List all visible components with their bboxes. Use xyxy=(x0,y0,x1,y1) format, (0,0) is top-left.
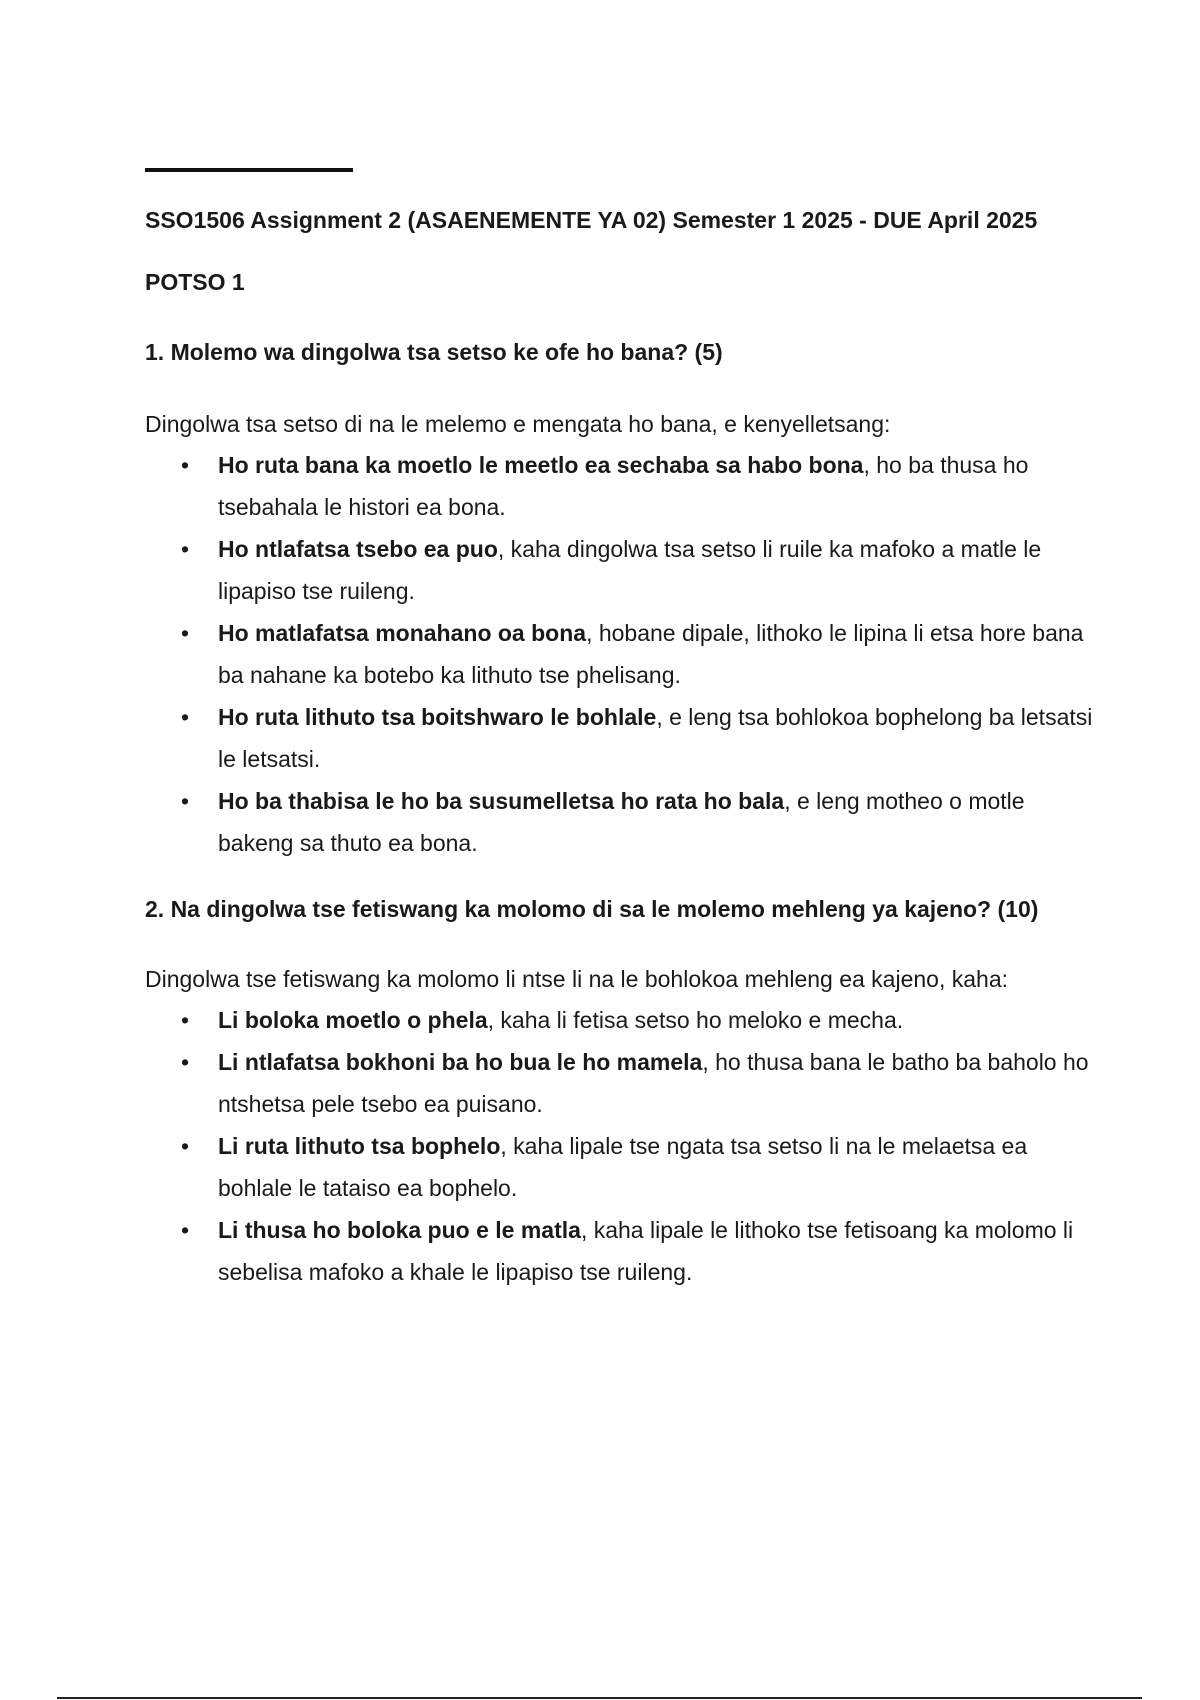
question-1-intro: Dingolwa tsa setso di na le melemo e mengata ho bana, e kenyelletsang: xyxy=(145,411,891,437)
list-item xyxy=(145,1125,1095,1209)
list-item xyxy=(145,780,1095,864)
list-item xyxy=(145,696,1095,780)
document-body xyxy=(145,200,1095,1293)
bullet-icon: • xyxy=(181,1133,190,1159)
footer-rule xyxy=(57,1697,1142,1699)
list-item-text: , kaha li fetisa setso ho meloko e mecha. xyxy=(487,1007,904,1033)
list-item-text: , ho thusa bana le batho ba baholo ho ntshetsa pele tsebo ea puisano. xyxy=(218,1049,1089,1117)
header-rule xyxy=(145,168,353,172)
bullet-icon: • xyxy=(181,1007,190,1033)
list-item-bold: Li ruta lithuto tsa bophelo xyxy=(218,1133,501,1159)
question-1-list xyxy=(145,444,1095,864)
bullet-icon: • xyxy=(181,704,190,730)
list-item-bold: Ho ba thabisa le ho ba susumelletsa ho rata ho bala xyxy=(218,788,785,814)
bullet-icon: • xyxy=(181,788,190,814)
question-1-heading: 1. Molemo wa dingolwa tsa setso ke ofe ho bana? (5) xyxy=(145,339,723,365)
list-item xyxy=(145,1209,1095,1293)
question-2-list xyxy=(145,999,1095,1293)
list-item-text: , e leng motheo o motle bakeng sa thuto ea bona. xyxy=(218,788,1025,856)
list-item-text: , ho ba thusa ho tsebahala le histori ea bona. xyxy=(218,452,1029,520)
list-item-bold: Li thusa ho boloka puo e le matla xyxy=(218,1217,581,1243)
question-2-heading: 2. Na dingolwa tse fetiswang ka molomo di sa le molemo mehleng ya kajeno? (10) xyxy=(145,896,1039,922)
question-2-intro: Dingolwa tse fetiswang ka molomo li ntse li na le bohlokoa mehleng ea kajeno, kaha: xyxy=(145,966,1009,992)
list-item xyxy=(145,999,1095,1041)
list-item-bold: Li ntlafatsa bokhoni ba ho bua le ho mamela xyxy=(218,1049,703,1075)
list-item-text: , kaha lipale tse ngata tsa setso li na le melaetsa ea bohlale le tataiso ea bophelo. xyxy=(218,1133,1028,1201)
bullet-icon: • xyxy=(181,536,190,562)
bullet-icon: • xyxy=(181,452,190,478)
list-item-text: , e leng tsa bohlokoa bophelong ba letsatsi le letsatsi. xyxy=(218,704,1093,772)
list-item xyxy=(145,444,1095,528)
list-item-text: , hobane dipale, lithoko le lipina li etsa hore bana ba nahane ka botebo ka lithuto tse phelisang. xyxy=(218,620,1084,688)
potso-label: POTSO 1 xyxy=(145,269,245,295)
list-item-text: , kaha dingolwa tsa setso li ruile ka mafoko a matle le lipapiso tse ruileng. xyxy=(218,536,1042,604)
list-item-bold: Li boloka moetlo o phela xyxy=(218,1007,488,1033)
list-item-bold: Ho ruta bana ka moetlo le meetlo ea sechaba sa habo bona xyxy=(218,452,864,478)
list-item xyxy=(145,1041,1095,1125)
list-item-bold: Ho ruta lithuto tsa boitshwaro le bohlale xyxy=(218,704,657,730)
bullet-icon: • xyxy=(181,1049,190,1075)
list-item-text: , kaha lipale le lithoko tse fetisoang ka molomo li sebelisa mafoko a khale le lipapiso tse ruileng. xyxy=(218,1217,1074,1285)
list-item-bold: Ho ntlafatsa tsebo ea puo xyxy=(218,536,498,562)
document-title: SSO1506 Assignment 2 (ASAENEMENTE YA 02) Semester 1 2025 - DUE April 2025 xyxy=(145,207,1038,233)
list-item-bold: Ho matlafatsa monahano oa bona xyxy=(218,620,587,646)
bullet-icon: • xyxy=(181,620,190,646)
list-item xyxy=(145,528,1095,612)
list-item xyxy=(145,612,1095,696)
bullet-icon: • xyxy=(181,1217,190,1243)
